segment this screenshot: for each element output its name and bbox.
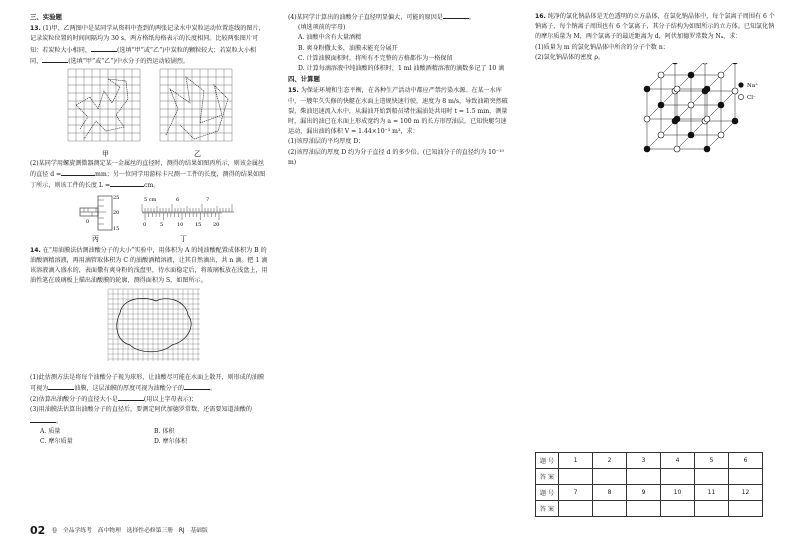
mic-tick-25: 25 <box>113 194 120 201</box>
question-number: 2 <box>593 453 627 469</box>
answer-cell[interactable] <box>559 469 593 485</box>
q14-options-row1 <box>30 427 268 437</box>
q16-part2: (2)氯化钠晶体的密度 ρ。 <box>535 53 604 61</box>
q13-part1: 13. (1)甲、乙两图中是某同学从资料中查到的两张记录水中炭粒运动位置连线的图片，记录炭粒位置的时间间隔均为 30 s，两方格纸每格表示的长度相同。比较两张图片可知：若炭粒大小相同， (选填“甲”或“乙”)中炭粒的颗粒较大；若炭粒大小相同， (选填“甲”或“乙”)中水分子的热运动较剧烈。 <box>30 25 265 65</box>
nacl-crystal-figure <box>535 63 775 153</box>
q15-number: 15. <box>288 87 299 95</box>
answer-cell[interactable] <box>593 469 627 485</box>
q16-part1: (1)质量为 m 的氯化钠晶体中所含的分子个数 n； <box>535 43 669 51</box>
cal-top-5cm: 5 cm <box>144 196 157 203</box>
cal-top-7: 7 <box>206 196 210 203</box>
q13-number: 13. <box>30 25 41 33</box>
cl-ion <box>718 132 724 138</box>
q14-option-a[interactable]: A. 质量 <box>40 427 61 435</box>
q14-4-option-d[interactable]: D. 计算每滴溶液中纯油酸的体积时，1 ml 油酸酒精溶液的滴数多记了 10 滴 <box>298 65 505 73</box>
cal-bot-15: 15 <box>195 221 202 228</box>
cl-ion <box>718 72 724 78</box>
answer-cell[interactable] <box>559 501 593 517</box>
label-jia: 甲 <box>102 150 109 159</box>
micrometer-caliper-figure <box>30 192 268 242</box>
na-ion <box>704 86 710 92</box>
answer-cell[interactable] <box>695 469 729 485</box>
cal-bot-10: 10 <box>177 221 184 228</box>
na-ion <box>732 63 738 64</box>
q14-part4-hint: (填选项前的字母) <box>298 24 346 32</box>
answer-cell[interactable] <box>627 501 661 517</box>
cl-ion <box>674 86 680 92</box>
na-ion <box>688 132 694 138</box>
mic-tick-20: 20 <box>113 209 120 216</box>
cl-ion <box>702 63 708 64</box>
na-ion <box>732 118 738 124</box>
q13-blank-1[interactable] <box>91 45 117 52</box>
q14-stem: 14. 在“用油膜法估测油酸分子的大小”实验中，用体积为 A 的纯油酸配置成体积为 B 的油酸酒精溶液，再用滴管取体积为 C 的油酸酒精溶液，让其自然滴出，共 n 滴。把 1 滴该溶液滴入盛水的，表面撒有爽身粉的浅盘里，待水面稳定后，将玻璃板放在浅盘上，用油性笔在玻璃板上描出油酸膜的轮廓，测得面积为 S，如图所示。 <box>30 246 268 285</box>
question-number: 1 <box>559 453 593 469</box>
q14-part3: (3)用油膜法估算出油酸分子的直径后，要测定阿伏加德罗常数，还需要知道油酸的。 <box>30 406 252 425</box>
q14-option-b[interactable]: B. 体积 <box>154 427 175 435</box>
q15-stem: 15. 为保证环境和生态平衡，在各种生产活动中都应严禁污染水源。在某一水库中，一艘年久失修的快艇在水面上违规快速行驶，速度为 8 m/s，导致油箱突然破裂，柴油迅速流入水中，从漏油开始到船员堵住漏油处共用时 t = 1.5 min，测量时，漏出的油已在水面上形成宽约为 a = 100 m 的长方形厚油层，已知快艇匀速运动，漏出油的体积 V = 1.44×10⁻³ m³，求： <box>288 87 508 136</box>
cl-ion <box>704 116 710 122</box>
grid-yi <box>160 69 232 141</box>
na-ion <box>718 102 724 108</box>
caliper <box>142 197 234 242</box>
legend-na: Na⁺ <box>747 83 758 90</box>
na-ion <box>672 63 678 64</box>
column-left <box>30 12 268 447</box>
brownian-grids-figure <box>30 67 268 159</box>
na-ion <box>644 146 650 152</box>
q14-blank-5[interactable] <box>443 12 469 19</box>
section-3-heading: 三、实验题 <box>30 13 62 21</box>
na-ion <box>658 102 664 108</box>
question-number: 5 <box>695 453 729 469</box>
question-number: 10 <box>661 485 695 501</box>
question-number: 12 <box>729 485 763 501</box>
q14-part2: (2)估算出油酸分子的直径大小是 (用以上字母表示)； <box>30 396 198 404</box>
cl-ion <box>732 88 738 94</box>
cl-ion <box>674 146 680 152</box>
q16-stem: 16. 纯净的氯化钠晶体是无色透明的立方晶体，在氯化钠晶体中，每个氯离子周围有 6 个钠离子，每个钠离子周围也有 6 个氯离子，其分子结构为如图所示的立方体。已知氯化钠的摩尔质量为 M，两个氯离子的最近距离为 d，阿伏加德罗常数为 Nₐ，求： <box>535 13 775 41</box>
q13-blank-3[interactable] <box>61 169 95 176</box>
q13-part2: (2)某同学用螺旋测微器测定某一金属丝的直径时，测得的结果如图丙所示，则该金属丝的直径 d = mm；另一位同学用游标卡尺测一工件的长度，测得的结果如图丁所示，则该工件的长度 L = cm。 <box>30 160 266 190</box>
question-number: 7 <box>559 485 593 501</box>
q14-part4: (4)某同学计算出的油酸分子直径明显偏大，可能的原因是 。 <box>288 14 475 21</box>
cl-ion <box>658 72 664 78</box>
legend-cl-dot <box>738 94 743 99</box>
q16-number: 16. <box>535 13 546 20</box>
q14-number: 14. <box>30 246 41 254</box>
cl-ion <box>688 102 694 108</box>
oil-film-grid-figure <box>30 287 268 369</box>
answer-row-label: 答 案 <box>536 469 559 485</box>
page-footer <box>30 524 208 537</box>
cl-ion <box>644 116 650 122</box>
cal-bot-0: 0 <box>143 221 147 228</box>
answer-cell[interactable] <box>729 501 763 517</box>
answer-cell[interactable] <box>695 501 729 517</box>
q15-part1: (1)该厚油层的平均厚度 D； <box>288 138 365 146</box>
q14-blank-1[interactable] <box>48 383 74 390</box>
na-ion <box>644 86 650 92</box>
q15-part2: (2)该厚油层的厚度 D 约为分子直径 d 的多少倍。(已知油分子的直径约为 10⁻¹⁰ m) <box>288 148 504 166</box>
answer-cell[interactable] <box>661 469 695 485</box>
column-right <box>535 12 775 157</box>
label-ding: 丁 <box>180 234 187 242</box>
cal-bot-20: 20 <box>213 221 220 228</box>
yi-path <box>166 77 228 139</box>
legend-na-dot <box>738 82 743 87</box>
q14-4-option-a[interactable]: A. 油酸中含有大量酒精 <box>298 34 362 42</box>
answer-row-label: 题 号 <box>536 453 559 469</box>
q13-blank-2[interactable] <box>42 56 68 63</box>
answer-cell[interactable] <box>729 469 763 485</box>
answer-cell[interactable] <box>627 469 661 485</box>
answer-cell[interactable] <box>661 501 695 517</box>
answer-table-row-numbers-2 <box>536 485 763 501</box>
answer-cell[interactable] <box>593 501 627 517</box>
mic-main-0: 0 <box>86 218 90 225</box>
q13-blank-4[interactable] <box>110 180 144 187</box>
q14-option-d[interactable]: D. 摩尔体积 <box>154 438 187 446</box>
q14-blank-2[interactable] <box>184 383 210 390</box>
question-number: 11 <box>695 485 729 501</box>
answer-table <box>535 452 763 517</box>
answer-table-row-answers-1 <box>536 469 763 485</box>
answer-row-label: 题 号 <box>536 485 559 501</box>
q14-4-option-b[interactable]: B. 爽身粉撒太多，油膜未能充分展开 <box>298 44 398 52</box>
grid-jia <box>68 69 140 141</box>
column-middle <box>288 12 508 168</box>
section-4-heading: 四、计算题 <box>288 75 320 84</box>
cal-top-6: 6 <box>176 196 180 203</box>
question-number: 6 <box>729 453 763 469</box>
na-ion <box>688 72 694 78</box>
legend-cl: Cl⁻ <box>747 95 756 102</box>
q14-blank-3[interactable] <box>118 394 144 401</box>
mic-tick-15: 15 <box>113 225 120 232</box>
answer-row-label: 答 案 <box>536 501 559 517</box>
cal-bot-5: 5 <box>160 221 164 228</box>
label-yi: 乙 <box>194 150 201 159</box>
na-ion <box>674 116 680 122</box>
answer-table-row-answers-2 <box>536 501 763 517</box>
na-ion <box>704 146 710 152</box>
question-number: 4 <box>661 453 695 469</box>
question-number: 9 <box>627 485 661 501</box>
footer-text: 卷 全品学练考 高中物理 选择性必修第三册 RJ 基础版 <box>51 528 208 534</box>
question-number: 8 <box>593 485 627 501</box>
q14-blank-4[interactable] <box>30 416 56 423</box>
question-number: 3 <box>627 453 661 469</box>
answer-table-row-numbers-1 <box>536 453 763 469</box>
cl-ion <box>658 132 664 138</box>
page-number: 02 <box>30 524 46 537</box>
label-bing: 丙 <box>92 234 99 242</box>
q14-part1: (1)此估测方法是将每个油酸分子视为球形，让油酸尽可能在水面上散开，则形成的油膜可视为 油膜，这层油膜的厚度可视为油酸分子的 。 <box>30 373 265 393</box>
micrometer <box>80 195 119 242</box>
q14-options-row2 <box>30 437 268 447</box>
q14-4-option-c[interactable]: C. 计算油膜面积时，将所有不完整的方格都作为一格保留 <box>298 54 453 62</box>
q14-option-c[interactable]: C. 摩尔质量 <box>40 438 73 446</box>
